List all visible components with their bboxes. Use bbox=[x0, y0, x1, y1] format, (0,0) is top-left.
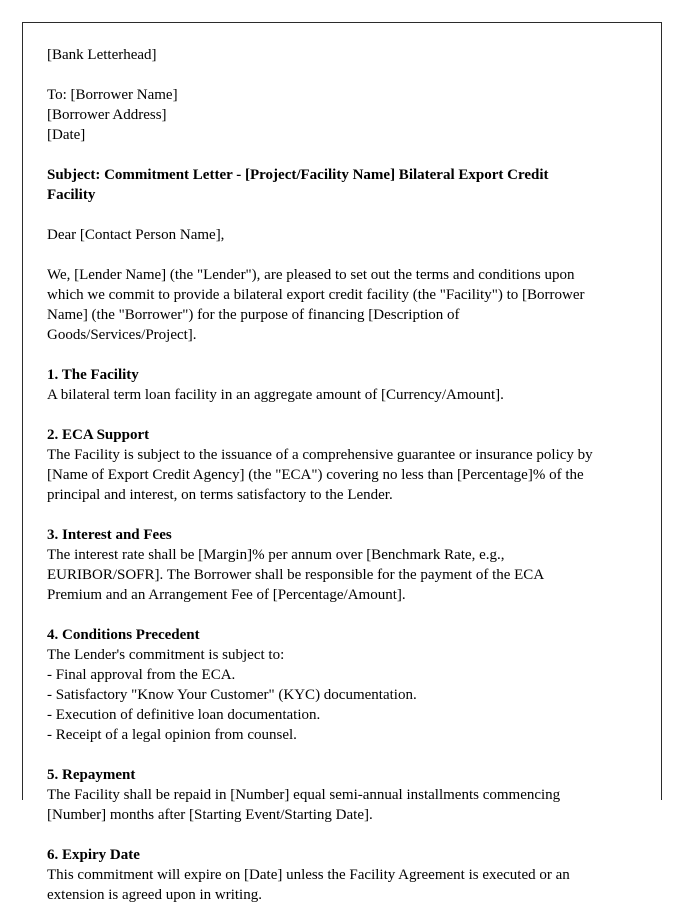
document-section bbox=[47, 425, 635, 505]
section-body-line: [Name of Export Credit Agency] (the "ECA") covering no less than [Percentage]% of the bbox=[47, 467, 584, 483]
section-heading: 1. The Facility bbox=[47, 367, 139, 383]
recipient-to-line: To: [Borrower Name] bbox=[47, 87, 178, 103]
document-section bbox=[47, 765, 635, 825]
intro-line-1: We, [Lender Name] (the "Lender"), are pleased to set out the terms and conditions upon bbox=[47, 267, 575, 283]
section-heading: 5. Repayment bbox=[47, 767, 136, 783]
salutation-block bbox=[47, 225, 635, 245]
intro-paragraph bbox=[47, 265, 635, 345]
section-heading: 4. Conditions Precedent bbox=[47, 627, 200, 643]
section-heading: 3. Interest and Fees bbox=[47, 527, 172, 543]
document-section bbox=[47, 625, 635, 745]
salutation-line: Dear [Contact Person Name], bbox=[47, 227, 225, 243]
recipient-date-line: [Date] bbox=[47, 127, 86, 143]
letterhead-block bbox=[47, 45, 635, 65]
section-body-line: The Facility shall be repaid in [Number] equal semi-annual installments commencing bbox=[47, 787, 561, 803]
section-body-line: extension is agreed upon in writing. bbox=[47, 887, 262, 903]
document-section bbox=[47, 365, 635, 405]
section-bullet-line: - Satisfactory "Know Your Customer" (KYC) documentation. bbox=[47, 687, 417, 703]
section-heading: 2. ECA Support bbox=[47, 427, 150, 443]
subject-line-2: Facility bbox=[47, 187, 96, 203]
section-body-line: Premium and an Arrangement Fee of [Percentage/Amount]. bbox=[47, 587, 406, 603]
section-body-line: This commitment will expire on [Date] unless the Facility Agreement is executed or an bbox=[47, 867, 570, 883]
section-body-line: A bilateral term loan facility in an aggregate amount of [Currency/Amount]. bbox=[47, 387, 504, 403]
subject-line-1: Subject: Commitment Letter - [Project/Facility Name] Bilateral Export Credit bbox=[47, 167, 549, 183]
document-section bbox=[47, 845, 635, 905]
section-body-line: The Lender's commitment is subject to: bbox=[47, 647, 285, 663]
recipient-address-line: [Borrower Address] bbox=[47, 107, 167, 123]
section-body-line: The Facility is subject to the issuance of a comprehensive guarantee or insurance policy by bbox=[47, 447, 593, 463]
document-body bbox=[47, 45, 635, 905]
section-bullet-line: - Receipt of a legal opinion from counsel. bbox=[47, 727, 297, 743]
section-body-line: [Number] months after [Starting Event/Starting Date]. bbox=[47, 807, 373, 823]
subject-block bbox=[47, 165, 635, 205]
intro-line-3: Name] (the "Borrower") for the purpose of financing [Description of bbox=[47, 307, 460, 323]
letterhead-line: [Bank Letterhead] bbox=[47, 47, 157, 63]
document-page bbox=[22, 22, 662, 903]
recipient-block bbox=[47, 85, 635, 145]
section-bullet-line: - Final approval from the ECA. bbox=[47, 667, 236, 683]
sections-container bbox=[47, 365, 635, 905]
section-bullet-line: - Execution of definitive loan documentation. bbox=[47, 707, 321, 723]
intro-line-4: Goods/Services/Project]. bbox=[47, 327, 197, 343]
section-body-line: EURIBOR/SOFR]. The Borrower shall be responsible for the payment of the ECA bbox=[47, 567, 545, 583]
section-body-line: principal and interest, on terms satisfactory to the Lender. bbox=[47, 487, 393, 503]
section-body-line: The interest rate shall be [Margin]% per annum over [Benchmark Rate, e.g., bbox=[47, 547, 505, 563]
document-section bbox=[47, 525, 635, 605]
intro-line-2: which we commit to provide a bilateral export credit facility (the "Facility") to [Borrower bbox=[47, 287, 585, 303]
section-heading: 6. Expiry Date bbox=[47, 847, 140, 863]
